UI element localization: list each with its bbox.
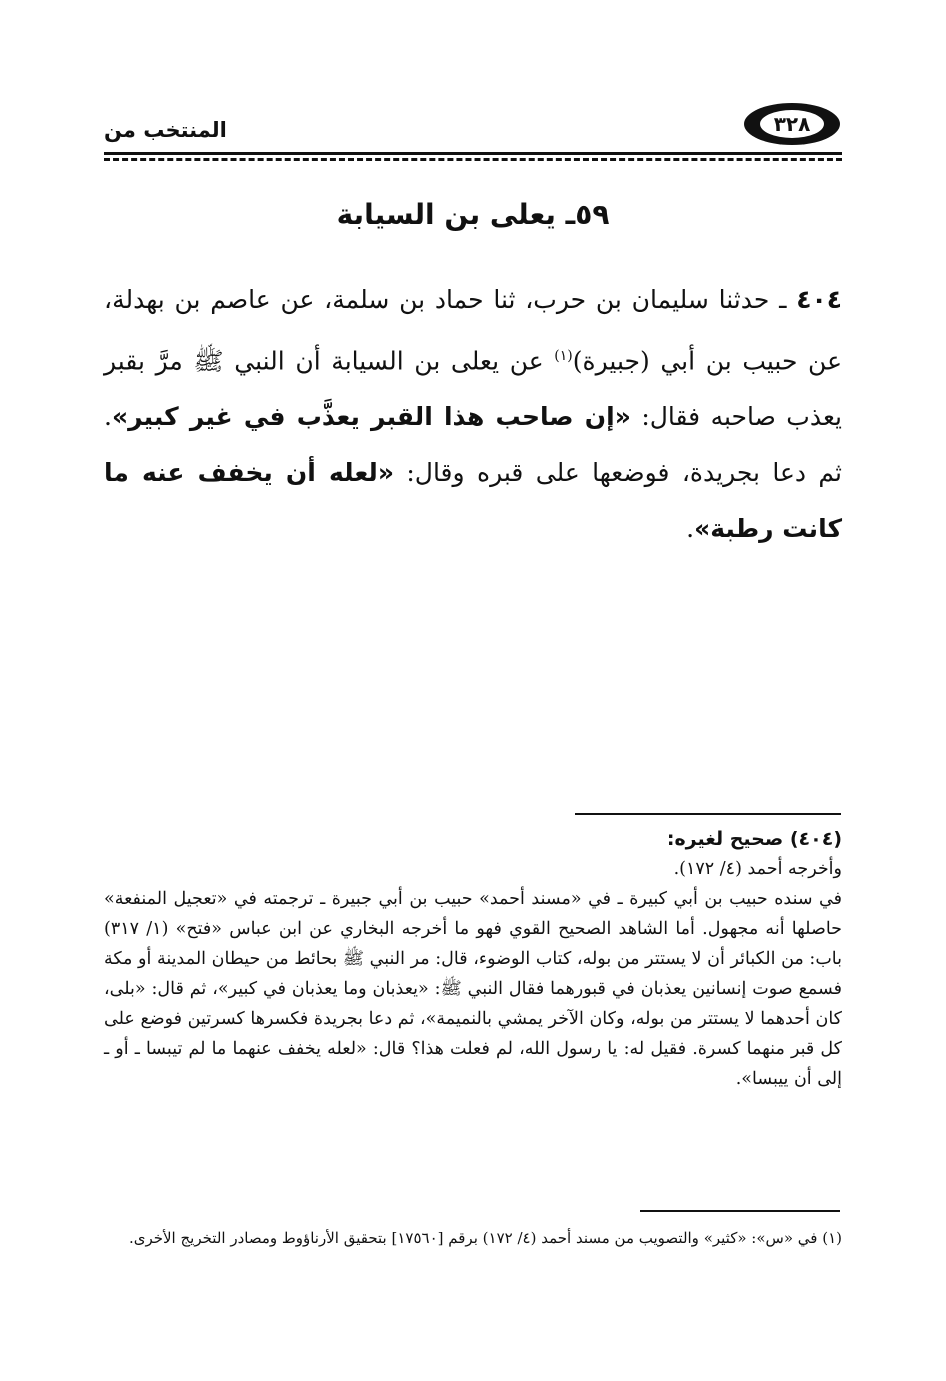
footnote-ref[interactable]: (١) bbox=[554, 348, 573, 364]
footnote bbox=[104, 1222, 842, 1254]
commentary-body: في سنده حبيب بن أبي كبيرة ـ في «مسند أحمد» حبيب بن أبي جبيرة ـ ترجمته في «تعجيل المنفعة» حاصلها أنه مجهول. أما الشاهد الصحيح القوي فهو ما أخرجه البخاري عن ابن عباس «فتح» (١/ ٣١٧) باب: من الكبائر أن لا يستتر من بوله، كتاب الوضوء، قال: مر النبي ﷺ بحائط من حيطان المدينة أو مكة فسمع صوت إنسانين يعذبان في قبورهما فقال النبي ﷺ: «يعذبان وما يعذبان في كبير»، ثم قال: «بلى، كان أحدهما لا يستتر من بوله، وكان الآخر يمشي بالنميمة»، ثم دعا بجريدة فكسرها كسرتين فوضع على كل قبر منهما كسرة. فقيل له: يا رسول الله، لم فعلت هذا؟ قال: «لعله يخفف عنهما ما لم تيبسا ـ أو ـ إلى أن ييبسا». bbox=[104, 889, 842, 1089]
hadith-quote-1: «إن صاحب هذا القبر يعذَّب في غير كبير» bbox=[111, 402, 631, 432]
footnote-text: (١) في «س»: «كثير» والتصويب من مسند أحمد (٤/ ١٧٢) برقم [١٧٥٦٠] بتحقيق الأرناؤوط ومصادر التخريج الأخرى. bbox=[128, 1229, 842, 1247]
commentary bbox=[104, 824, 842, 1094]
hadith-text bbox=[104, 272, 842, 557]
header-dashed-rule bbox=[104, 158, 842, 161]
footnote-rule bbox=[640, 1210, 840, 1212]
hadith-quote-2: «لعله أن يخفف عنه ما كانت رطبة» bbox=[104, 458, 842, 544]
commentary-rule bbox=[575, 813, 841, 815]
book-title: المنتخب من bbox=[104, 118, 227, 142]
commentary-title: (٤٠٤) صحيح لغيره: bbox=[666, 828, 842, 850]
hadith-part-2: عن يعلى بن السيابة أن النبي ﷺ مرَّ بقبر يعذب صاحبه فقال: bbox=[104, 346, 842, 432]
hadith-number: ٤٠٤ bbox=[796, 285, 842, 314]
header-rule bbox=[104, 152, 842, 155]
chapter-title: ٥٩ـ يعلى بن السيابة bbox=[336, 198, 610, 231]
hadith-part-1: ـ حدثنا سليمان بن حرب، ثنا حماد بن سلمة، عن عاصم بن بهدلة، عن حبيب بن أبي (جبيرة) bbox=[104, 285, 842, 376]
hadith-part-4: . bbox=[686, 514, 695, 544]
hadith-part-3: . ثم دعا بجريدة، فوضعها على قبره وقال: bbox=[104, 402, 842, 488]
page-number: ٣٢٨ bbox=[760, 110, 824, 138]
commentary-line-1: وأخرجه أحمد (٤/ ١٧٢). bbox=[673, 859, 842, 879]
page-number-badge bbox=[744, 103, 840, 145]
